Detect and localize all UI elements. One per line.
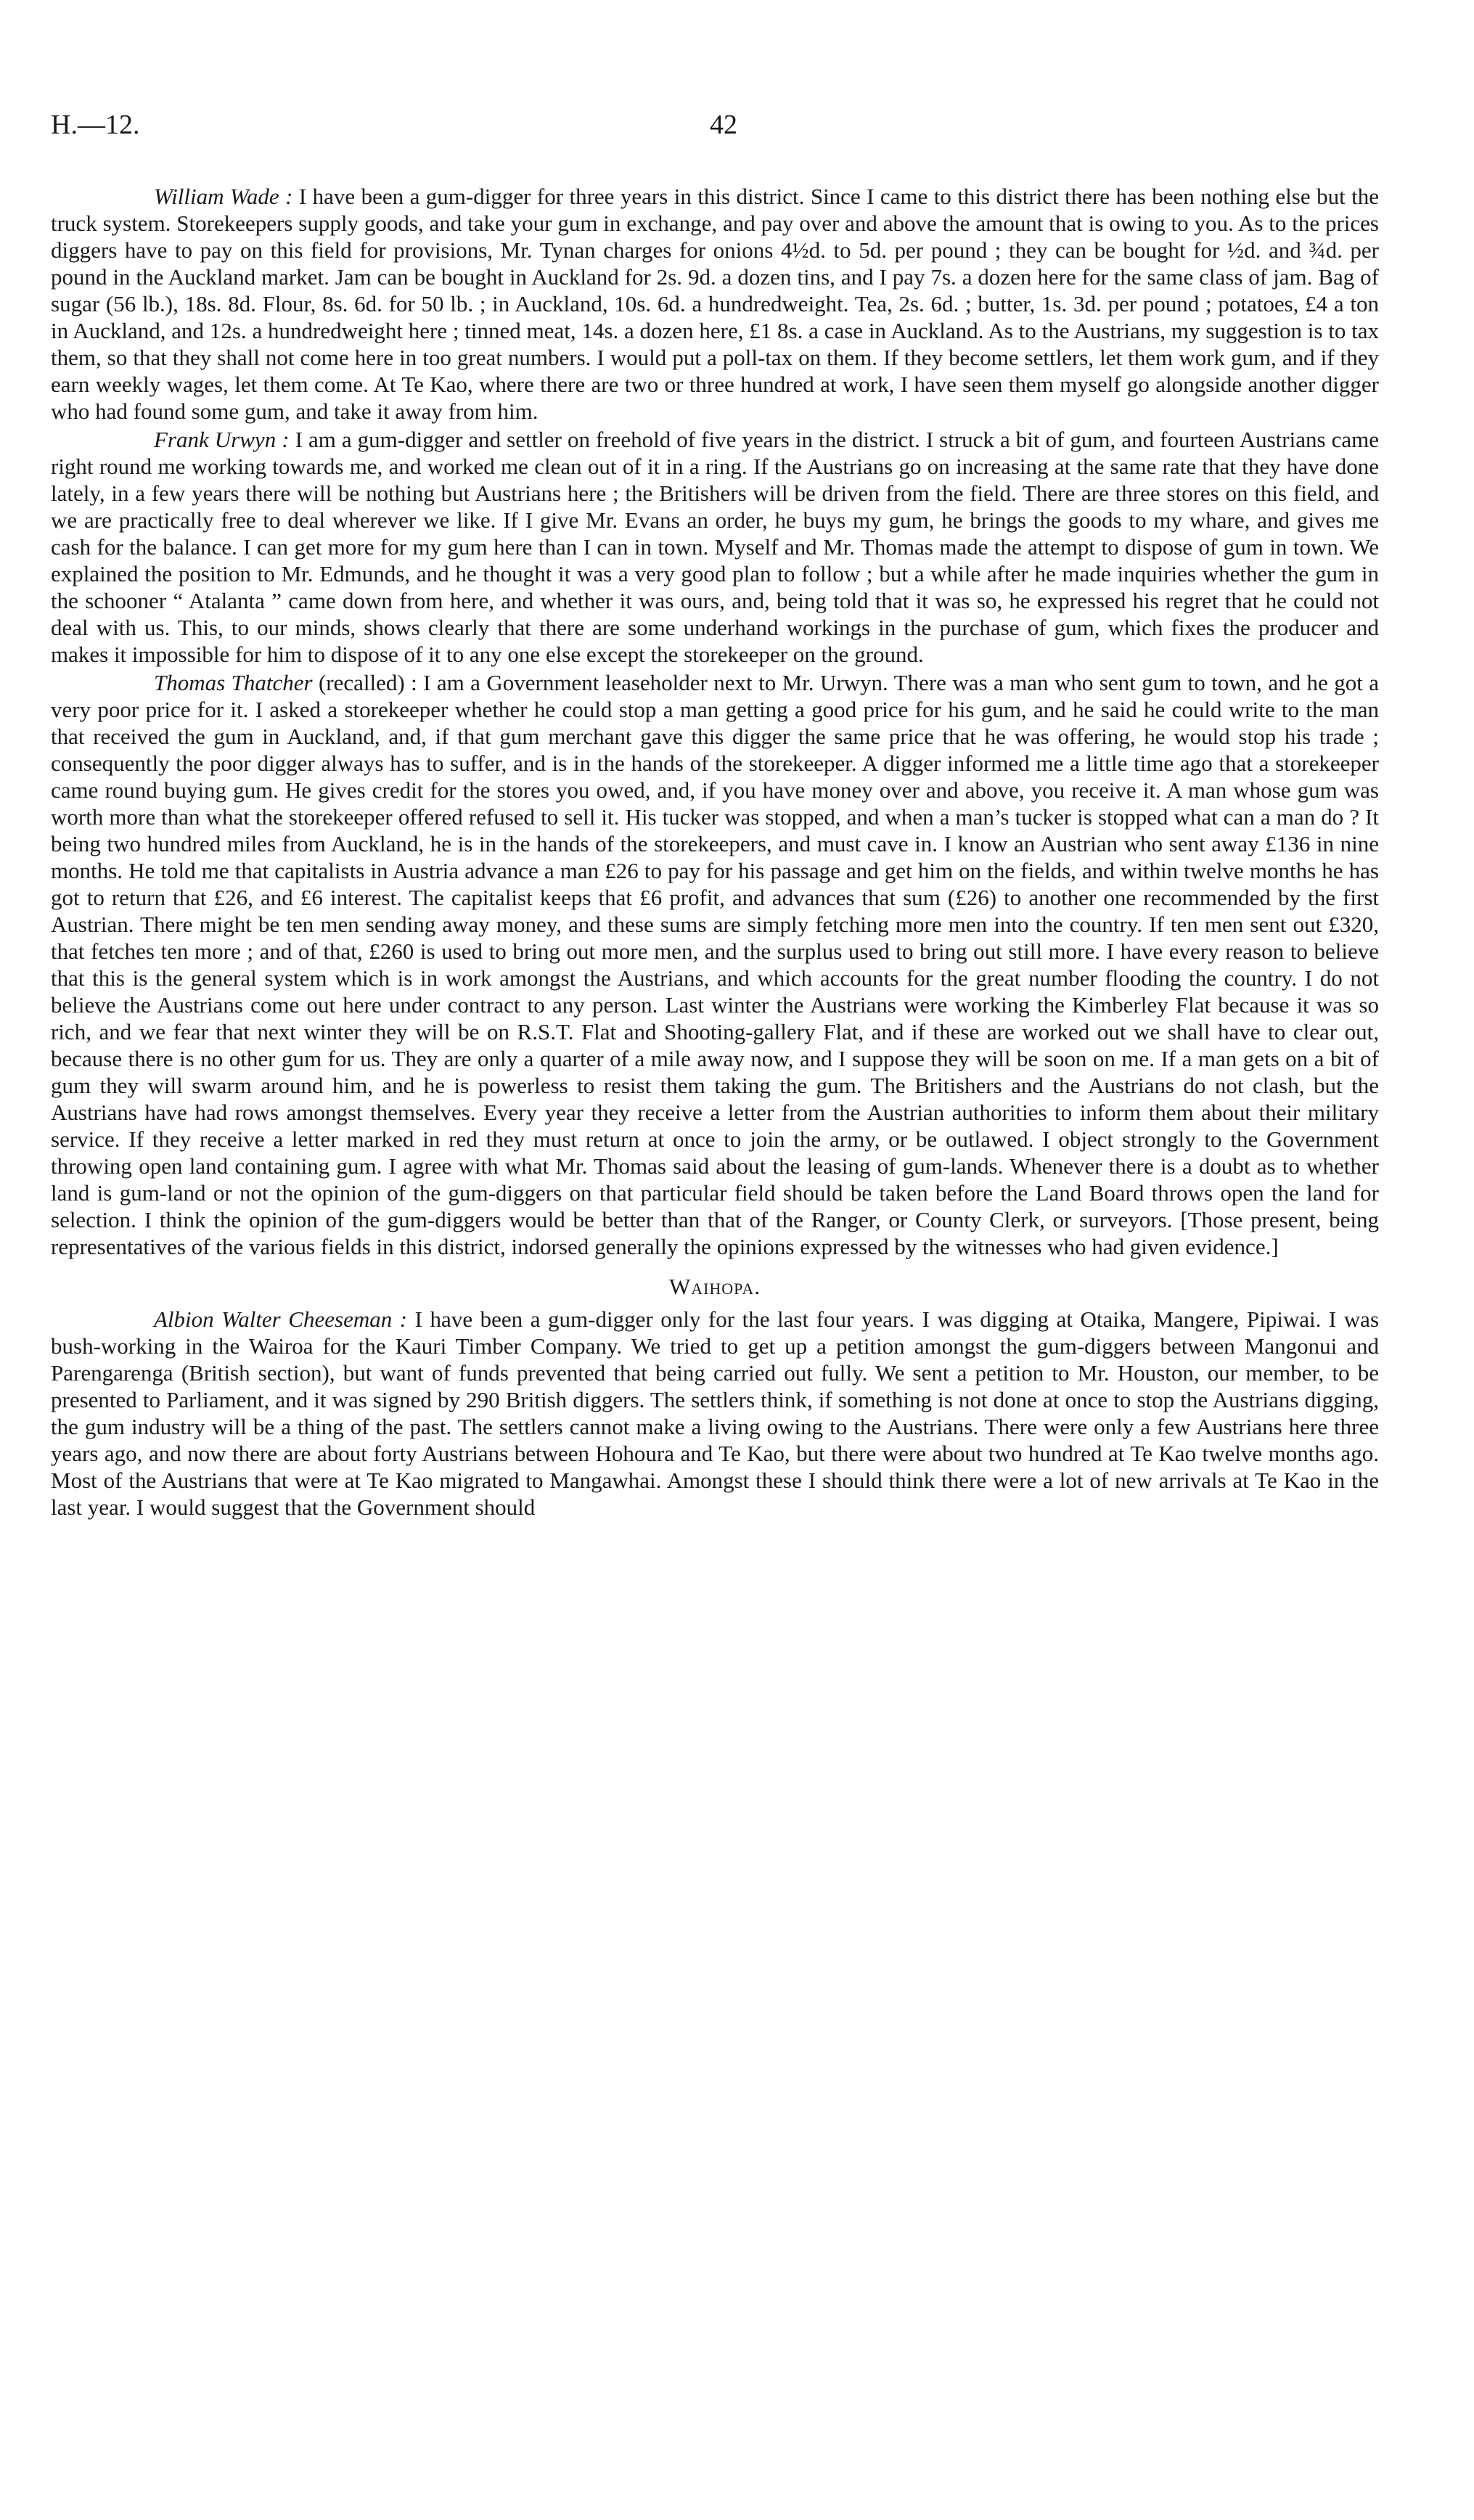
section-heading: Waihopa. — [668, 1274, 761, 1299]
document-reference: H.—12. — [51, 110, 140, 140]
speaker-name: Thomas Thatcher — [154, 670, 313, 695]
testimony-paragraph — [51, 669, 1379, 1260]
testimony-text: I have been a gum-digger for three years in this district. Since I came to this district there has been nothing else but the truck system. Storekeepers supply goods, and take your gum in exchange, and pay over and above the amount that is owing to you. As to the prices diggers have to pay on this field for provisions, Mr. Tynan charges for onions 4½d. to 5d. per pound ; they can be bought for ½d. and ¾d. per pound in the Auckland market. Jam can be bought in Auckland for 2s. 9d. a dozen tins, and I pay 7s. a dozen here for the same class of jam. Bag of sugar (56 lb.), 18s. 8d. Flour, 8s. 6d. for 50 lb. ; in Auckland, 10s. 6d. a hundredweight. Tea, 2s. 6d. ; butter, 1s. 3d. per pound ; potatoes, £4 a ton in Auckland, and 12s. a hundredweight here ; tinned meat, 14s. a dozen here, £1 8s. a case in Auckland. As to the Austrians, my suggestion is to tax them, so that they shall not come here in too great numbers. I would put a poll-tax on them. If they become settlers, let them work gum, and if they earn weekly wages, let them come. At Te Kao, where there are two or three hundred at work, I have seen them myself go alongside another digger who had found some gum, and take it away from him. — [51, 184, 1380, 424]
testimony-text: (recalled) : I am a Government leaseholder next to Mr. Urwyn. There was a man who sent gum to town, and he got a very poor price for it. I asked a storekeeper whether he could stop a man getting a good price for his gum, and he said he could write to the man that received the gum in Auckland, and, if that gum merchant gave this digger the same price that he was offering, he would stop his trade ; consequently the poor digger always has to suffer, and is in the hands of the storekeeper. A digger informed me a little time ago that a storekeeper came round buying gum. He gives credit for the stores you owed, and, if you have money over and above, you receive it. A man whose gum was worth more than what the storekeeper offered refused to sell it. His tucker was stopped, and when a man’s tucker is stopped what can a man do ? It being two hundred miles from Auckland, he is in the hands of the storekeepers, and must cave in. I know an Austrian who sent away £136 in nine months. He told me that capitalists in Austria advance a man £26 to pay for his passage and get him on the fields, and within twelve months he has got to return that £26, and £6 interest. The capitalist keeps that £6 profit, and advances that sum (£26) to another one recommended by the first Austrian. There might be ten men sending away money, and these sums are simply fetching more men into the country. If ten men sent out £320, that fetches ten more ; and of that, £260 is used to bring out more men, and the surplus used to bring out still more. I have every reason to believe that this is the general system which is in work amongst the Austrians, and which accounts for the great number flooding the country. I do not believe the Austrians come out here under contract to any person. Last winter the Austrians were working the Kimberley Flat because it was so rich, and we fear that next winter they will be on R.S.T. Flat and Shooting-gallery Flat, and if these are worked out we shall have to clear out, because there is no other gum for us. They are only a quarter of a mile away now, and I suppose they will be soon on me. If a man gets on a bit of gum they will swarm around him, and he is powerless to resist them taking the gum. The Britishers and the Austrians do not clash, but the Austrians have had rows amongst themselves. Every year they receive a letter from the Austrian authorities to inform them about their military service. If they receive a letter marked in red they must return at once to join the army, or be outlawed. I object strongly to the Government throwing open land containing gum. I agree with what Mr. Thomas said about the leasing of gum-lands. Whenever there is a doubt as to whether land is gum-land or not the opinion of the gum-diggers on that particular field should be taken before the Land Board throws open the land for selection. I think the opinion of the gum-diggers would be better than that of the Ranger, or County Clerk, or surveyors. [Those present, being representatives of the various fields in this district, indorsed generally the opinions expressed by the witnesses who had given evidence.] — [51, 670, 1379, 1259]
testimony-paragraph — [51, 426, 1379, 668]
page-header — [51, 109, 1430, 152]
speaker-name: William Wade : — [154, 184, 293, 209]
speaker-name: Albion Walter Cheeseman : — [154, 1306, 408, 1332]
testimony-paragraph — [51, 183, 1379, 425]
page-number: 42 — [710, 110, 737, 140]
testimony-text: I am a gum-digger and settler on freehold of five years in the district. I struck a bit of gum, and fourteen Austrians came right round me working towards me, and worked me clean out of it in a ring. If the Austrians go on increasing at the same rate that they have done lately, in a few years there will be nothing but Austrians here ; the Britishers will be driven from the field. There are three stores on this field, and we are practically free to deal wherever we like. If I give Mr. Evans an order, he buys my gum, he brings the goods to my whare, and gives me cash for the balance. I can get more for my gum here than I can in town. Myself and Mr. Thomas made the attempt to dispose of gum in town. We explained the position to Mr. Edmunds, and he thought it was a very good plan to follow ; but a while after he made inquiries whether the gum in the schooner “ Atalanta ” came down from here, and whether it was ours, and, being told that it was so, he expressed his regret that he could not deal with us. This, to our minds, shows clearly that there are some underhand workings in the purchase of gum, which fixes the producer and makes it impossible for him to dispose of it to any one else except the storekeeper on the ground. — [51, 427, 1379, 667]
testimony-paragraph — [51, 1306, 1379, 1521]
document-body — [51, 183, 1379, 1522]
testimony-text: I have been a gum-digger only for the last four years. I was digging at Otaika, Mangere, Pipiwai. I was bush-working in the Wairoa for the Kauri Timber Company. We tried to get up a petition amongst the gum-diggers between Mangonui and Parengarenga (British section), but want of funds prevented that being carried out fully. We sent a petition to Mr. Houston, our member, to be presented to Parliament, and it was signed by 290 British diggers. The settlers think, if something is not done at once to stop the Austrians digging, the gum industry will be a thing of the past. The settlers cannot make a living owing to the Austrians. There were only a few Austrians here three years ago, and now there are about forty Austrians between Hohoura and Te Kao, but there were about two hundred at Te Kao twelve months ago. Most of the Austrians that were at Te Kao migrated to Mangawhai. Amongst these I should think there were a lot of new arrivals at Te Kao in the last year. I would suggest that the Government should — [51, 1306, 1380, 1520]
speaker-name: Frank Urwyn : — [154, 427, 290, 452]
